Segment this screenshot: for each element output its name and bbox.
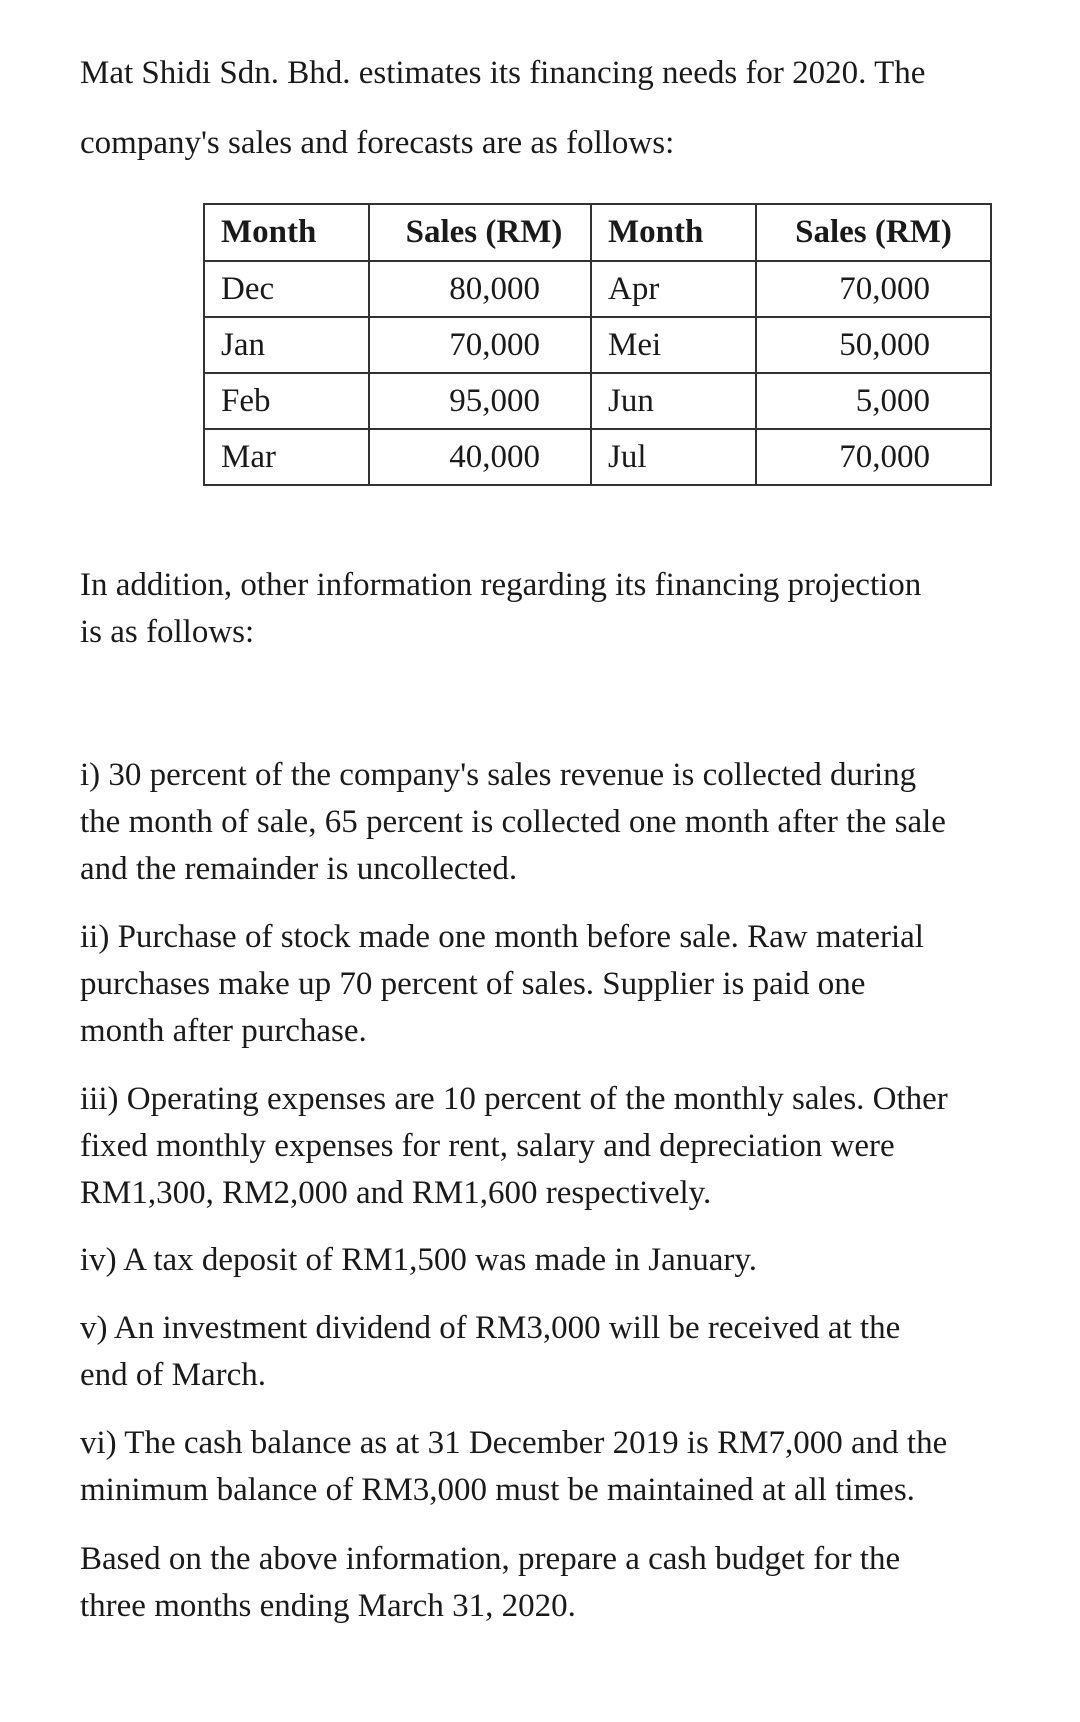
intro-line-1: Mat Shidi Sdn. Bhd. estimates its financing needs for 2020. The	[80, 55, 926, 91]
cell-sales: 70,000	[756, 429, 991, 485]
cell-sales: 95,000	[369, 373, 591, 429]
cell-sales: 5,000	[756, 373, 991, 429]
cell-month: Mei	[591, 317, 756, 373]
cell-month: Apr	[591, 261, 756, 317]
item-iii-line: iii) Operating expenses are 10 percent of the monthly sales. Other	[80, 1081, 948, 1117]
header-month-1: Month	[204, 204, 369, 261]
cell-month: Jan	[204, 317, 369, 373]
cell-month: Mar	[204, 429, 369, 485]
header-sales-1: Sales (RM)	[369, 204, 591, 261]
item-iii-paragraph	[80, 1076, 1000, 1217]
question-line: Based on the above information, prepare a cash budget for the	[80, 1541, 901, 1577]
header-month-2: Month	[591, 204, 756, 261]
item-ii-line: purchases make up 70 percent of sales. Supplier is paid one	[80, 966, 866, 1002]
cell-sales: 50,000	[756, 317, 991, 373]
item-iii-line: RM1,300, RM2,000 and RM1,600 respectively.	[80, 1175, 712, 1211]
cell-month: Dec	[204, 261, 369, 317]
additional-line-1: In addition, other information regarding its financing projection	[80, 567, 922, 603]
item-i-line: i) 30 percent of the company's sales revenue is collected during	[80, 757, 917, 793]
table-row	[204, 373, 991, 429]
cell-month: Jul	[591, 429, 756, 485]
item-i-line: the month of sale, 65 percent is collected one month after the sale	[80, 804, 946, 840]
table-row	[204, 261, 991, 317]
table-row	[204, 429, 991, 485]
cell-sales: 70,000	[369, 317, 591, 373]
item-ii-paragraph	[80, 914, 1000, 1055]
cell-month: Feb	[204, 373, 369, 429]
item-iv-line: iv) A tax deposit of RM1,500 was made in January.	[80, 1242, 758, 1278]
item-vi-line: vi) The cash balance as at 31 December 2019 is RM7,000 and the	[80, 1425, 948, 1461]
cell-sales: 80,000	[369, 261, 591, 317]
intro-line-2: company's sales and forecasts are as follows:	[80, 125, 675, 161]
item-ii-line: ii) Purchase of stock made one month before sale. Raw material	[80, 919, 924, 955]
cell-month: Jun	[591, 373, 756, 429]
item-v-line: end of March.	[80, 1357, 267, 1393]
question-line: three months ending March 31, 2020.	[80, 1588, 576, 1624]
item-v-line: v) An investment dividend of RM3,000 will be received at the	[80, 1310, 901, 1346]
item-vi-line: minimum balance of RM3,000 must be maintained at all times.	[80, 1472, 915, 1508]
header-sales-2: Sales (RM)	[756, 204, 991, 261]
additional-info-paragraph	[80, 562, 1000, 656]
question-paragraph	[80, 1536, 1000, 1630]
item-i-line: and the remainder is uncollected.	[80, 851, 518, 887]
cell-sales: 40,000	[369, 429, 591, 485]
item-ii-line: month after purchase.	[80, 1013, 367, 1049]
table-row	[204, 317, 991, 373]
sales-forecast-table	[203, 203, 992, 486]
table-header-row	[204, 204, 991, 261]
item-i-paragraph	[80, 752, 1000, 893]
item-iii-line: fixed monthly expenses for rent, salary and depreciation were	[80, 1128, 895, 1164]
item-v-paragraph	[80, 1305, 1000, 1399]
item-iv-paragraph	[80, 1237, 1000, 1284]
additional-line-2: is as follows:	[80, 614, 255, 650]
item-vi-paragraph	[80, 1420, 1000, 1514]
cell-sales: 70,000	[756, 261, 991, 317]
intro-paragraph	[80, 38, 1000, 178]
